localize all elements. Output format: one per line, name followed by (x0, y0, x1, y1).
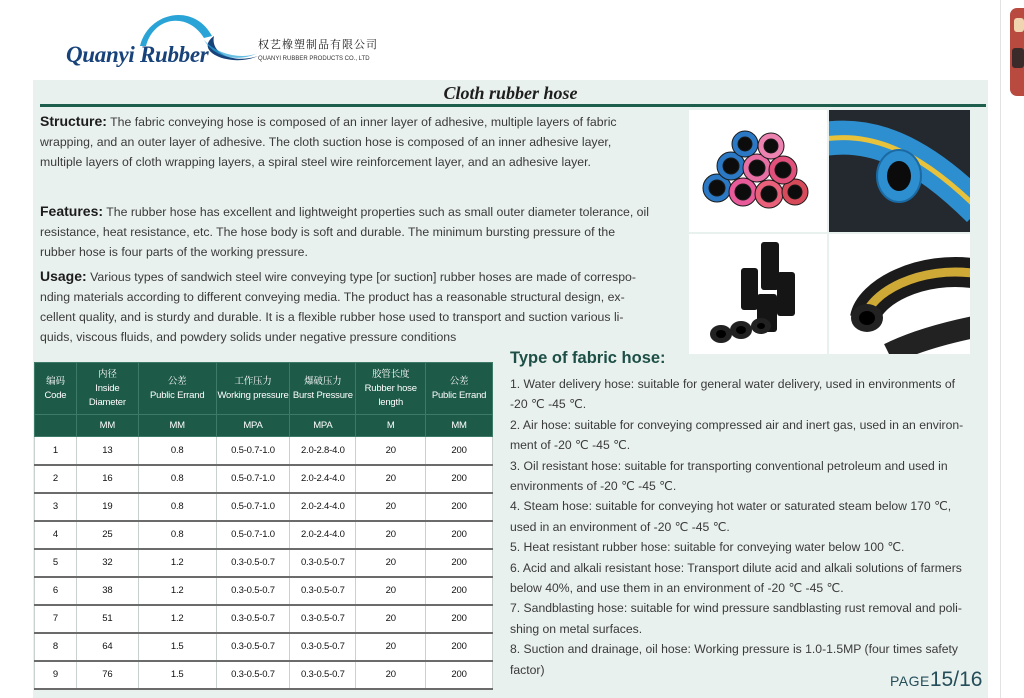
table-cell: 0.8 (138, 493, 216, 521)
features-section (40, 201, 650, 262)
usage-text: Various types of sandwich steel wire conveying type [or suction] rubber hoses are made of correspo-nding materials according to different conveying media. The product has a reasonable structural design, ex-cellent quality, and is sturdy and durable. It is a flexible rubber hose used to transport and suction various li-quids, viscous fluids, and powdery solids under negative pressure conditions (40, 270, 636, 344)
structure-section (40, 111, 650, 172)
table-unit-row (35, 415, 493, 437)
unit-cell (35, 415, 77, 437)
table-cell: 200 (426, 437, 493, 465)
table-cell: 16 (76, 465, 138, 493)
table-cell: 0.3-0.5-0.7 (216, 577, 290, 605)
title-bar (33, 80, 988, 104)
header-working-pressure: 工作压力 Working pressure (216, 363, 290, 415)
table-cell: 0.5-0.7-1.0 (216, 493, 290, 521)
usage-label: Usage: (40, 268, 87, 284)
table-cell: 1.5 (138, 633, 216, 661)
table-cell: 2.0-2.8-4.0 (290, 437, 356, 465)
table-cell: 0.5-0.7-1.0 (216, 465, 290, 493)
table-cell: 20 (356, 437, 426, 465)
table-cell: 0.8 (138, 521, 216, 549)
table-cell: 8 (35, 633, 77, 661)
table-row (35, 633, 493, 661)
table-cell: 0.3-0.5-0.7 (290, 633, 356, 661)
company-name-en: QUANYI RUBBER PRODUCTS CO., LTD (258, 56, 370, 62)
usage-section (40, 266, 650, 347)
colorful-hose-bundle-image (689, 110, 827, 232)
table-cell: 0.3-0.5-0.7 (290, 605, 356, 633)
table-cell: 20 (356, 493, 426, 521)
table-cell: 6 (35, 577, 77, 605)
unit-cell: MM (426, 415, 493, 437)
table-cell: 76 (76, 661, 138, 689)
list-item: 6. Acid and alkali resistant hose: Transport dilute acid and alkali solutions of farmers below 40%, and use them in an environment of -20 ℃ -45 ℃. (510, 560, 962, 596)
logo-text: Quanyi Rubber (66, 42, 209, 67)
table-cell: 0.8 (138, 437, 216, 465)
table-cell: 200 (426, 577, 493, 605)
next-page-thumbnail[interactable] (1010, 8, 1024, 96)
list-item: 8. Suction and drainage, oil hose: Working pressure is 1.0-1.5MP (four times safety factor) (510, 642, 959, 677)
header-public-errand-2: 公差 Public Errand (426, 363, 493, 415)
unit-cell: MPA (216, 415, 290, 437)
table-cell: 5 (35, 549, 77, 577)
table-cell: 0.5-0.7-1.0 (216, 521, 290, 549)
unit-cell: MM (76, 415, 138, 437)
table-cell: 25 (76, 521, 138, 549)
table-cell: 1.2 (138, 549, 216, 577)
table-cell: 0.3-0.5-0.7 (216, 605, 290, 633)
page-label: PAGE (890, 673, 930, 689)
list-item: 2. Air hose: suitable for conveying compressed air and inert gas, used in an environ-ment of -20 ℃ -45 ℃. (510, 417, 964, 453)
table-cell: 0.3-0.5-0.7 (290, 577, 356, 605)
table-cell: 4 (35, 521, 77, 549)
table-cell: 9 (35, 661, 77, 689)
title-rule (40, 104, 986, 107)
table-cell: 2.0-2.4-4.0 (290, 493, 356, 521)
table-cell: 0.5-0.7-1.0 (216, 437, 290, 465)
table-cell: 200 (426, 465, 493, 493)
table-row (35, 437, 493, 465)
page-count: 15/16 (929, 668, 983, 691)
table-cell: 38 (76, 577, 138, 605)
features-text: The rubber hose has excellent and lightweight properties such as small outer diameter tolerance, oil resistance, heat resistance, etc. The hose body is soft and durable. The minimum bursting pressure of the rubber hose is four parts of the working pressure. (40, 205, 649, 259)
types-list (510, 374, 976, 680)
table-row (35, 521, 493, 549)
table-cell: 1.2 (138, 577, 216, 605)
unit-cell: MM (138, 415, 216, 437)
table-cell: 2.0-2.4-4.0 (290, 521, 356, 549)
table-cell: 20 (356, 521, 426, 549)
table-row (35, 577, 493, 605)
table-cell: 0.3-0.5-0.7 (216, 633, 290, 661)
table-cell: 2 (35, 465, 77, 493)
table-cell: 51 (76, 605, 138, 633)
table-row (35, 605, 493, 633)
table-cell: 20 (356, 577, 426, 605)
header-inside-diameter: 内径 Inside Diameter (76, 363, 138, 415)
table-header-row (35, 363, 493, 415)
table-row (35, 549, 493, 577)
table-row (35, 661, 493, 689)
table-cell: 0.3-0.5-0.7 (290, 549, 356, 577)
table-cell: 200 (426, 549, 493, 577)
table-cell: 0.3-0.5-0.7 (216, 549, 290, 577)
list-item: 5. Heat resistant rubber hose: suitable for conveying water below 100 ℃. (510, 540, 905, 555)
structure-label: Structure: (40, 113, 107, 129)
unit-cell: M (356, 415, 426, 437)
table-cell: 200 (426, 521, 493, 549)
table-cell: 200 (426, 605, 493, 633)
table-cell: 0.3-0.5-0.7 (290, 661, 356, 689)
header-hose-length: 胶管长度 Rubber hose length (356, 363, 426, 415)
table-cell: 20 (356, 633, 426, 661)
features-label: Features: (40, 203, 104, 219)
table-cell: 200 (426, 633, 493, 661)
header-code: 编码 Code (35, 363, 77, 415)
blue-hose-closeup-image (829, 110, 970, 232)
table-cell: 200 (426, 493, 493, 521)
table-cell: 64 (76, 633, 138, 661)
table-cell: 19 (76, 493, 138, 521)
table-cell: 20 (356, 661, 426, 689)
table-cell: 0.8 (138, 465, 216, 493)
table-cell: 20 (356, 605, 426, 633)
table-cell: 200 (426, 661, 493, 689)
list-item: 7. Sandblasting hose: suitable for wind pressure sandblasting rust removal and poli-shing on metal surfaces. (510, 601, 962, 636)
header-public-errand: 公差 Public Errand (138, 363, 216, 415)
table-cell: 20 (356, 465, 426, 493)
table-row (35, 493, 493, 521)
table-cell: 20 (356, 549, 426, 577)
company-name-cn: 权艺橡塑制品有限公司 (258, 39, 378, 51)
types-heading: Type of fabric hose: (510, 349, 666, 367)
black-hose-yellow-stripe-image (829, 234, 970, 354)
list-item: 1. Water delivery hose: suitable for general water delivery, used in environments of -20 ℃ -45 ℃. (510, 377, 956, 412)
spec-table (34, 362, 493, 690)
table-cell: 2.0-2.4-4.0 (290, 465, 356, 493)
list-item: 3. Oil resistant hose: suitable for transporting conventional petroleum and used in environments of -20 ℃ -45 ℃. (510, 458, 948, 494)
unit-cell: MPA (290, 415, 356, 437)
page-number (890, 668, 982, 692)
structure-text: The fabric conveying hose is composed of an inner layer of adhesive, multiple layers of fabric wrapping, and an outer layer of adhesive. The cloth suction hose is composed of an inner adhesive layer, multiple layers of cloth wrapping layers, a spiral steel wire reinforcement layer, and an adhesive layer. (40, 115, 617, 169)
table-cell: 1.2 (138, 605, 216, 633)
table-cell: 0.3-0.5-0.7 (216, 661, 290, 689)
table-row (35, 465, 493, 493)
black-hose-segments-image (689, 234, 827, 354)
header-burst-pressure: 爆破压力 Burst Pressure (290, 363, 356, 415)
page-title: Cloth rubber hose (443, 83, 578, 103)
table-cell: 1 (35, 437, 77, 465)
company-logo (62, 6, 262, 72)
table-cell: 7 (35, 605, 77, 633)
table-cell: 13 (76, 437, 138, 465)
table-cell: 1.5 (138, 661, 216, 689)
table-cell: 3 (35, 493, 77, 521)
list-item: 4. Steam hose: suitable for conveying hot water or saturated steam below 170 ℃, used in an environment of -20 ℃ -45 ℃. (510, 499, 952, 534)
table-cell: 32 (76, 549, 138, 577)
page-edge-divider (1000, 0, 1001, 698)
